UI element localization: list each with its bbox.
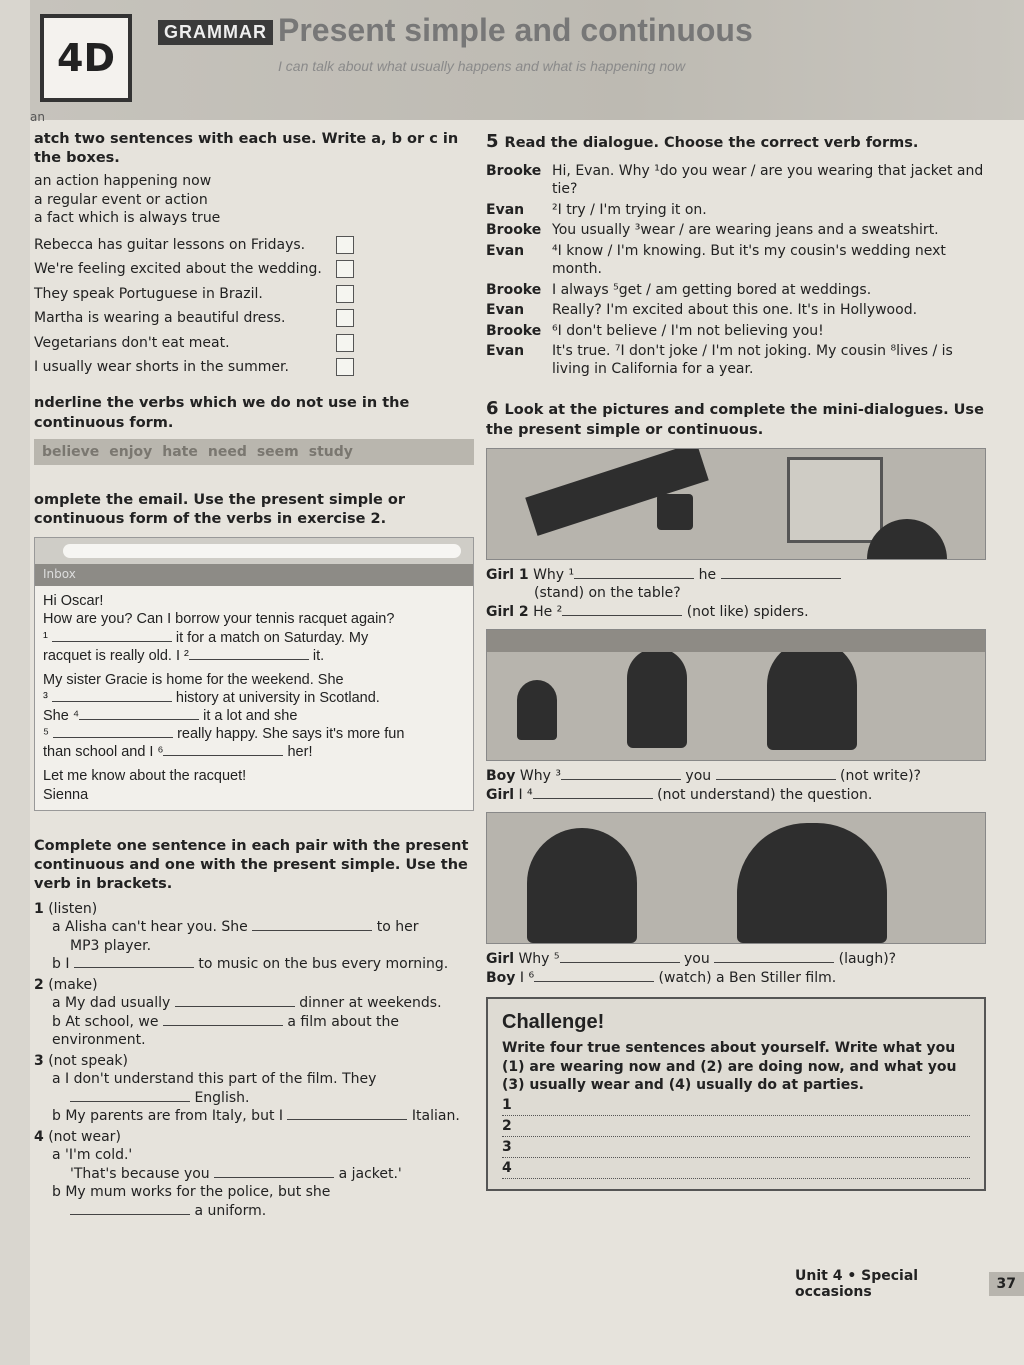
speaker: Brooke (486, 322, 542, 339)
email-text: her! (287, 744, 313, 761)
line-text: a My dad usually (52, 995, 171, 1012)
ex4-item (34, 1052, 474, 1070)
mini-line (486, 786, 986, 804)
line-text: 'That's because you (70, 1165, 210, 1182)
ex3-instruction: atch two sentences with each use. Write a, b or c in the boxes. (34, 131, 459, 167)
email-line: ¹ it for a match on Saturday. My (43, 629, 369, 646)
email-instruction: omplete the email. Use the present simple or continuous form of the verbs in exercise 2. (34, 492, 406, 528)
exercise-number: 6 (486, 397, 499, 419)
line-text: (not understand) the question. (657, 786, 873, 803)
page-title: Present simple and continuous (278, 12, 753, 48)
inbox-label: Inbox (35, 564, 473, 586)
line-text: he (698, 566, 717, 583)
right-column (486, 130, 986, 1191)
line-text: you (685, 768, 712, 785)
ex4-item (34, 900, 474, 918)
exercise-number: 5 (486, 131, 499, 152)
mini-line (486, 767, 986, 785)
answer-blank[interactable] (53, 725, 173, 738)
line-text: to her (376, 919, 419, 936)
answer-blank[interactable] (287, 1107, 407, 1120)
mini-dialogue-1 (486, 566, 986, 621)
answer-box[interactable] (336, 285, 354, 303)
line-text: I ⁴ (518, 786, 533, 803)
mini-line (486, 603, 986, 621)
page-subtitle: I can talk about what usually happens and what is happening now (278, 58, 686, 74)
dialogue (486, 162, 986, 379)
answer-line[interactable]: 3 (502, 1137, 970, 1158)
line-text: (not write)? (840, 768, 921, 785)
left-edge-text: an (30, 110, 45, 124)
email-line: ⁵ really happy. She says it's more fun (43, 726, 405, 743)
item-number: 4 (34, 1128, 44, 1145)
illustration-picture-frame (787, 457, 883, 543)
email-text: history at university in Scotland. (175, 689, 380, 706)
sentence-text: We're feeling excited about the wedding. (34, 261, 322, 278)
line-text: (not like) spiders. (686, 603, 809, 620)
line-text: a jacket.' (338, 1165, 402, 1182)
answer-blank[interactable] (52, 629, 172, 642)
line-text: Italian. (411, 1108, 460, 1125)
line-text: a uniform. (194, 1202, 267, 1219)
item-verb: (not speak) (48, 1052, 128, 1069)
mini-dialogue-2 (486, 767, 986, 804)
answer-box[interactable] (336, 358, 354, 376)
ex2-instruction: nderline the verbs which we do not use in the continuous form. (34, 395, 410, 431)
answer-box[interactable] (336, 260, 354, 278)
illustration-student (517, 680, 557, 740)
speaker: Brooke (486, 222, 542, 239)
ex4-line: MP3 player. (70, 937, 152, 954)
email-text: racquet is really old. I ² (43, 647, 189, 664)
answer-blank[interactable] (175, 994, 295, 1007)
sentence-text: They speak Portuguese in Brazil. (34, 285, 263, 302)
ex4-item (34, 1128, 474, 1146)
ex4-line (34, 1165, 474, 1183)
ex4-line (34, 1107, 474, 1125)
ex4-line (34, 1089, 474, 1107)
challenge-title: Challenge! (502, 1011, 605, 1034)
answer-blank[interactable] (214, 1165, 334, 1178)
picture-spider-scene (486, 448, 986, 560)
item-verb: (not wear) (48, 1128, 121, 1145)
left-column (34, 130, 474, 1220)
line-text: He ² (533, 603, 563, 620)
ex4-line: a I don't understand this part of the film. They (52, 1071, 377, 1088)
dialogue-line: Hi, Evan. Why ¹do you wear / are you wearing that jacket and tie? (552, 162, 984, 198)
ex4-line (34, 918, 474, 936)
ex4-line (34, 1013, 474, 1050)
line-text: I ⁶ (519, 969, 535, 986)
email-line: How are you? Can I borrow your tennis racquet again? (43, 611, 395, 628)
use-item: a regular event or action (34, 191, 208, 208)
sentence-text: Rebecca has guitar lessons on Fridays. (34, 236, 306, 253)
item-number: 1 (34, 901, 44, 918)
mini-line (486, 969, 986, 987)
workbook-page (30, 0, 1024, 1365)
unit-label: 4D (40, 14, 132, 102)
dialogue-line: You usually ³wear / are wearing jeans and a sweatshirt. (552, 222, 939, 239)
line-text: you (683, 951, 710, 968)
illustration-girl (737, 823, 887, 943)
sentence-text: I usually wear shorts in the summer. (34, 359, 289, 375)
line-text: a film about the environment. (52, 1013, 400, 1049)
sentence-row (34, 358, 354, 376)
sentence-row (34, 260, 354, 278)
answer-blank[interactable] (252, 918, 372, 931)
email-signature: Sienna (43, 786, 89, 803)
illustration-boy (527, 828, 637, 943)
ex5-instruction: Read the dialogue. Choose the correct verb forms. (504, 135, 919, 151)
verb-word[interactable]: hate (162, 443, 198, 460)
speaker: Brooke (486, 162, 542, 179)
illustration-teacher (627, 648, 687, 748)
use-item: a fact which is always true (34, 210, 221, 227)
email-body (35, 586, 473, 809)
speaker: Boy (486, 768, 516, 785)
footer-unit: Unit 4 • Special occasions (795, 1268, 919, 1300)
answer-box[interactable] (336, 236, 354, 254)
ex6-instruction: Look at the pictures and complete the mini-dialogues. Use the present simple or continuous. (486, 401, 984, 438)
answer-blank[interactable] (560, 950, 680, 963)
speaker: Evan (486, 201, 525, 218)
answer-blank[interactable] (79, 707, 199, 720)
sentence-row (34, 285, 354, 303)
uses-list (34, 172, 474, 227)
email-text: it a lot and she (203, 708, 298, 725)
page-footer (795, 1268, 1024, 1300)
answer-blank[interactable] (562, 603, 682, 616)
email-text: it for a match on Saturday. My (175, 629, 369, 646)
sentence-text: Vegetarians don't eat meat. (34, 334, 230, 351)
speaker: Brooke (486, 281, 542, 298)
dialogue-line: ²I try / I'm trying it on. (552, 201, 707, 218)
speaker: Evan (486, 302, 525, 319)
dialogue-line: Really? I'm excited about this one. It's in Hollywood. (552, 302, 918, 319)
line-text: dinner at weekends. (299, 995, 442, 1012)
ex4-line: a 'I'm cold.' (52, 1147, 133, 1164)
email-line (43, 647, 465, 665)
ex4-items (34, 900, 474, 1220)
dialogue-line: ⁴I know / I'm knowing. But it's my cousin's wedding next month. (552, 242, 946, 278)
dialogue-line: ⁶I don't believe / I'm not believing you! (552, 322, 824, 339)
use-item: an action happening now (34, 173, 212, 190)
item-number: 3 (34, 1052, 44, 1069)
line-text: a Alisha can't hear you. She (52, 919, 248, 936)
answer-blank[interactable] (714, 950, 834, 963)
answer-blank[interactable] (561, 767, 681, 780)
speaker: Girl (486, 951, 514, 968)
email-greeting: Hi Oscar! (43, 593, 104, 610)
sentence-row (34, 309, 354, 327)
dialogue-line: It's true. ⁷I don't joke / I'm not joking. My cousin ⁸lives / is living in California for a year. (552, 342, 953, 378)
answer-blank[interactable] (534, 969, 654, 982)
ex4-line (34, 1202, 474, 1220)
ex4-line (34, 994, 474, 1012)
verb-word[interactable]: need (207, 443, 247, 460)
email-text: She ⁴ (43, 708, 80, 725)
line-text: Why ³ (519, 768, 561, 785)
sentence-list (34, 236, 354, 377)
speaker: Evan (486, 342, 525, 359)
illustration-girl (767, 640, 857, 750)
email-line: Let me know about the racquet! (43, 768, 247, 785)
ex4-line: b My mum works for the police, but she (52, 1184, 331, 1201)
email-text: really happy. She says it's more fun (177, 726, 405, 743)
line-text: Why ⁵ (518, 951, 560, 968)
ex5-heading (486, 130, 986, 154)
mini-line: (stand) on the table? (534, 585, 681, 602)
illustration-mug (657, 494, 693, 530)
picture-classroom-scene (486, 629, 986, 761)
email-toolbar (35, 538, 473, 564)
sentence-text: Martha is wearing a beautiful dress. (34, 310, 286, 327)
ex4-instruction: Complete one sentence in each pair with the present continuous and one with the present simple. Use the verb in brackets. (34, 837, 469, 892)
answer-line[interactable]: 2 (502, 1116, 970, 1137)
grammar-tag: GRAMMAR (158, 20, 273, 45)
item-verb: (listen) (48, 901, 98, 918)
speaker: Evan (486, 242, 525, 259)
answer-blank[interactable] (189, 647, 309, 660)
header-banner (30, 0, 1024, 120)
speaker: Boy (486, 969, 516, 986)
mini-line (486, 566, 986, 584)
speaker: Girl 2 (486, 603, 529, 620)
verb-bank (34, 439, 474, 465)
verb-word[interactable]: believe (42, 443, 100, 460)
email-line: My sister Gracie is home for the weekend. She (43, 671, 344, 688)
email-text: it. (312, 647, 325, 664)
page-number: 37 (989, 1272, 1024, 1296)
answer-box[interactable] (336, 334, 354, 352)
answer-line[interactable]: 1 (502, 1095, 970, 1116)
item-number: 2 (34, 976, 44, 993)
challenge-box (486, 997, 986, 1191)
sentence-row (34, 236, 354, 254)
answer-blank[interactable] (574, 566, 694, 579)
mini-line (486, 950, 986, 968)
line-text: b My parents are from Italy, but I (52, 1108, 284, 1125)
dialogue-line: I always ⁵get / am getting bored at weddings. (552, 281, 872, 298)
ex4-line (34, 955, 474, 973)
line-text: Why ¹ (533, 566, 575, 583)
challenge-text: Write four true sentences about yourself. Write what you (1) are wearing now and (2) are doing now, and what you (3) usually wear and (4) usually do at parties. (502, 1040, 957, 1094)
line-text: (laugh)? (838, 951, 897, 968)
line-text: English. (194, 1089, 250, 1106)
line-text: b At school, we (52, 1013, 159, 1030)
verb-word[interactable]: seem (256, 443, 299, 460)
email-line (43, 707, 465, 725)
mini-dialogue-3 (486, 950, 986, 987)
answer-blank[interactable] (716, 767, 836, 780)
line-text: (watch) a Ben Stiller film. (658, 969, 837, 986)
email-window (34, 537, 474, 810)
speaker: Girl 1 (486, 566, 529, 583)
answer-line[interactable]: 4 (502, 1158, 970, 1179)
answer-blank[interactable] (163, 1013, 283, 1026)
item-verb: (make) (48, 976, 98, 993)
email-line: ³ history at university in Scotland. (43, 689, 380, 706)
answer-blank[interactable] (52, 689, 172, 702)
answer-blank[interactable] (74, 955, 194, 968)
verb-word[interactable]: study (308, 443, 353, 460)
ex6-heading (486, 397, 986, 440)
address-bar[interactable] (63, 544, 461, 558)
line-text: to music on the bus every morning. (198, 956, 449, 973)
answer-blank[interactable] (163, 743, 283, 756)
email-text: than school and I ⁶ (43, 744, 164, 761)
picture-phone-scene (486, 812, 986, 944)
answer-blank[interactable] (533, 786, 653, 799)
sentence-row (34, 334, 354, 352)
verb-word[interactable]: enjoy (109, 443, 153, 460)
email-line (43, 743, 465, 761)
answer-box[interactable] (336, 309, 354, 327)
speaker: Girl (486, 786, 514, 803)
answer-blank[interactable] (721, 566, 841, 579)
answer-blank[interactable] (70, 1089, 190, 1102)
answer-blank[interactable] (70, 1202, 190, 1215)
line-text: b I (52, 956, 70, 973)
ex4-item (34, 976, 474, 994)
illustration-board (487, 630, 986, 652)
